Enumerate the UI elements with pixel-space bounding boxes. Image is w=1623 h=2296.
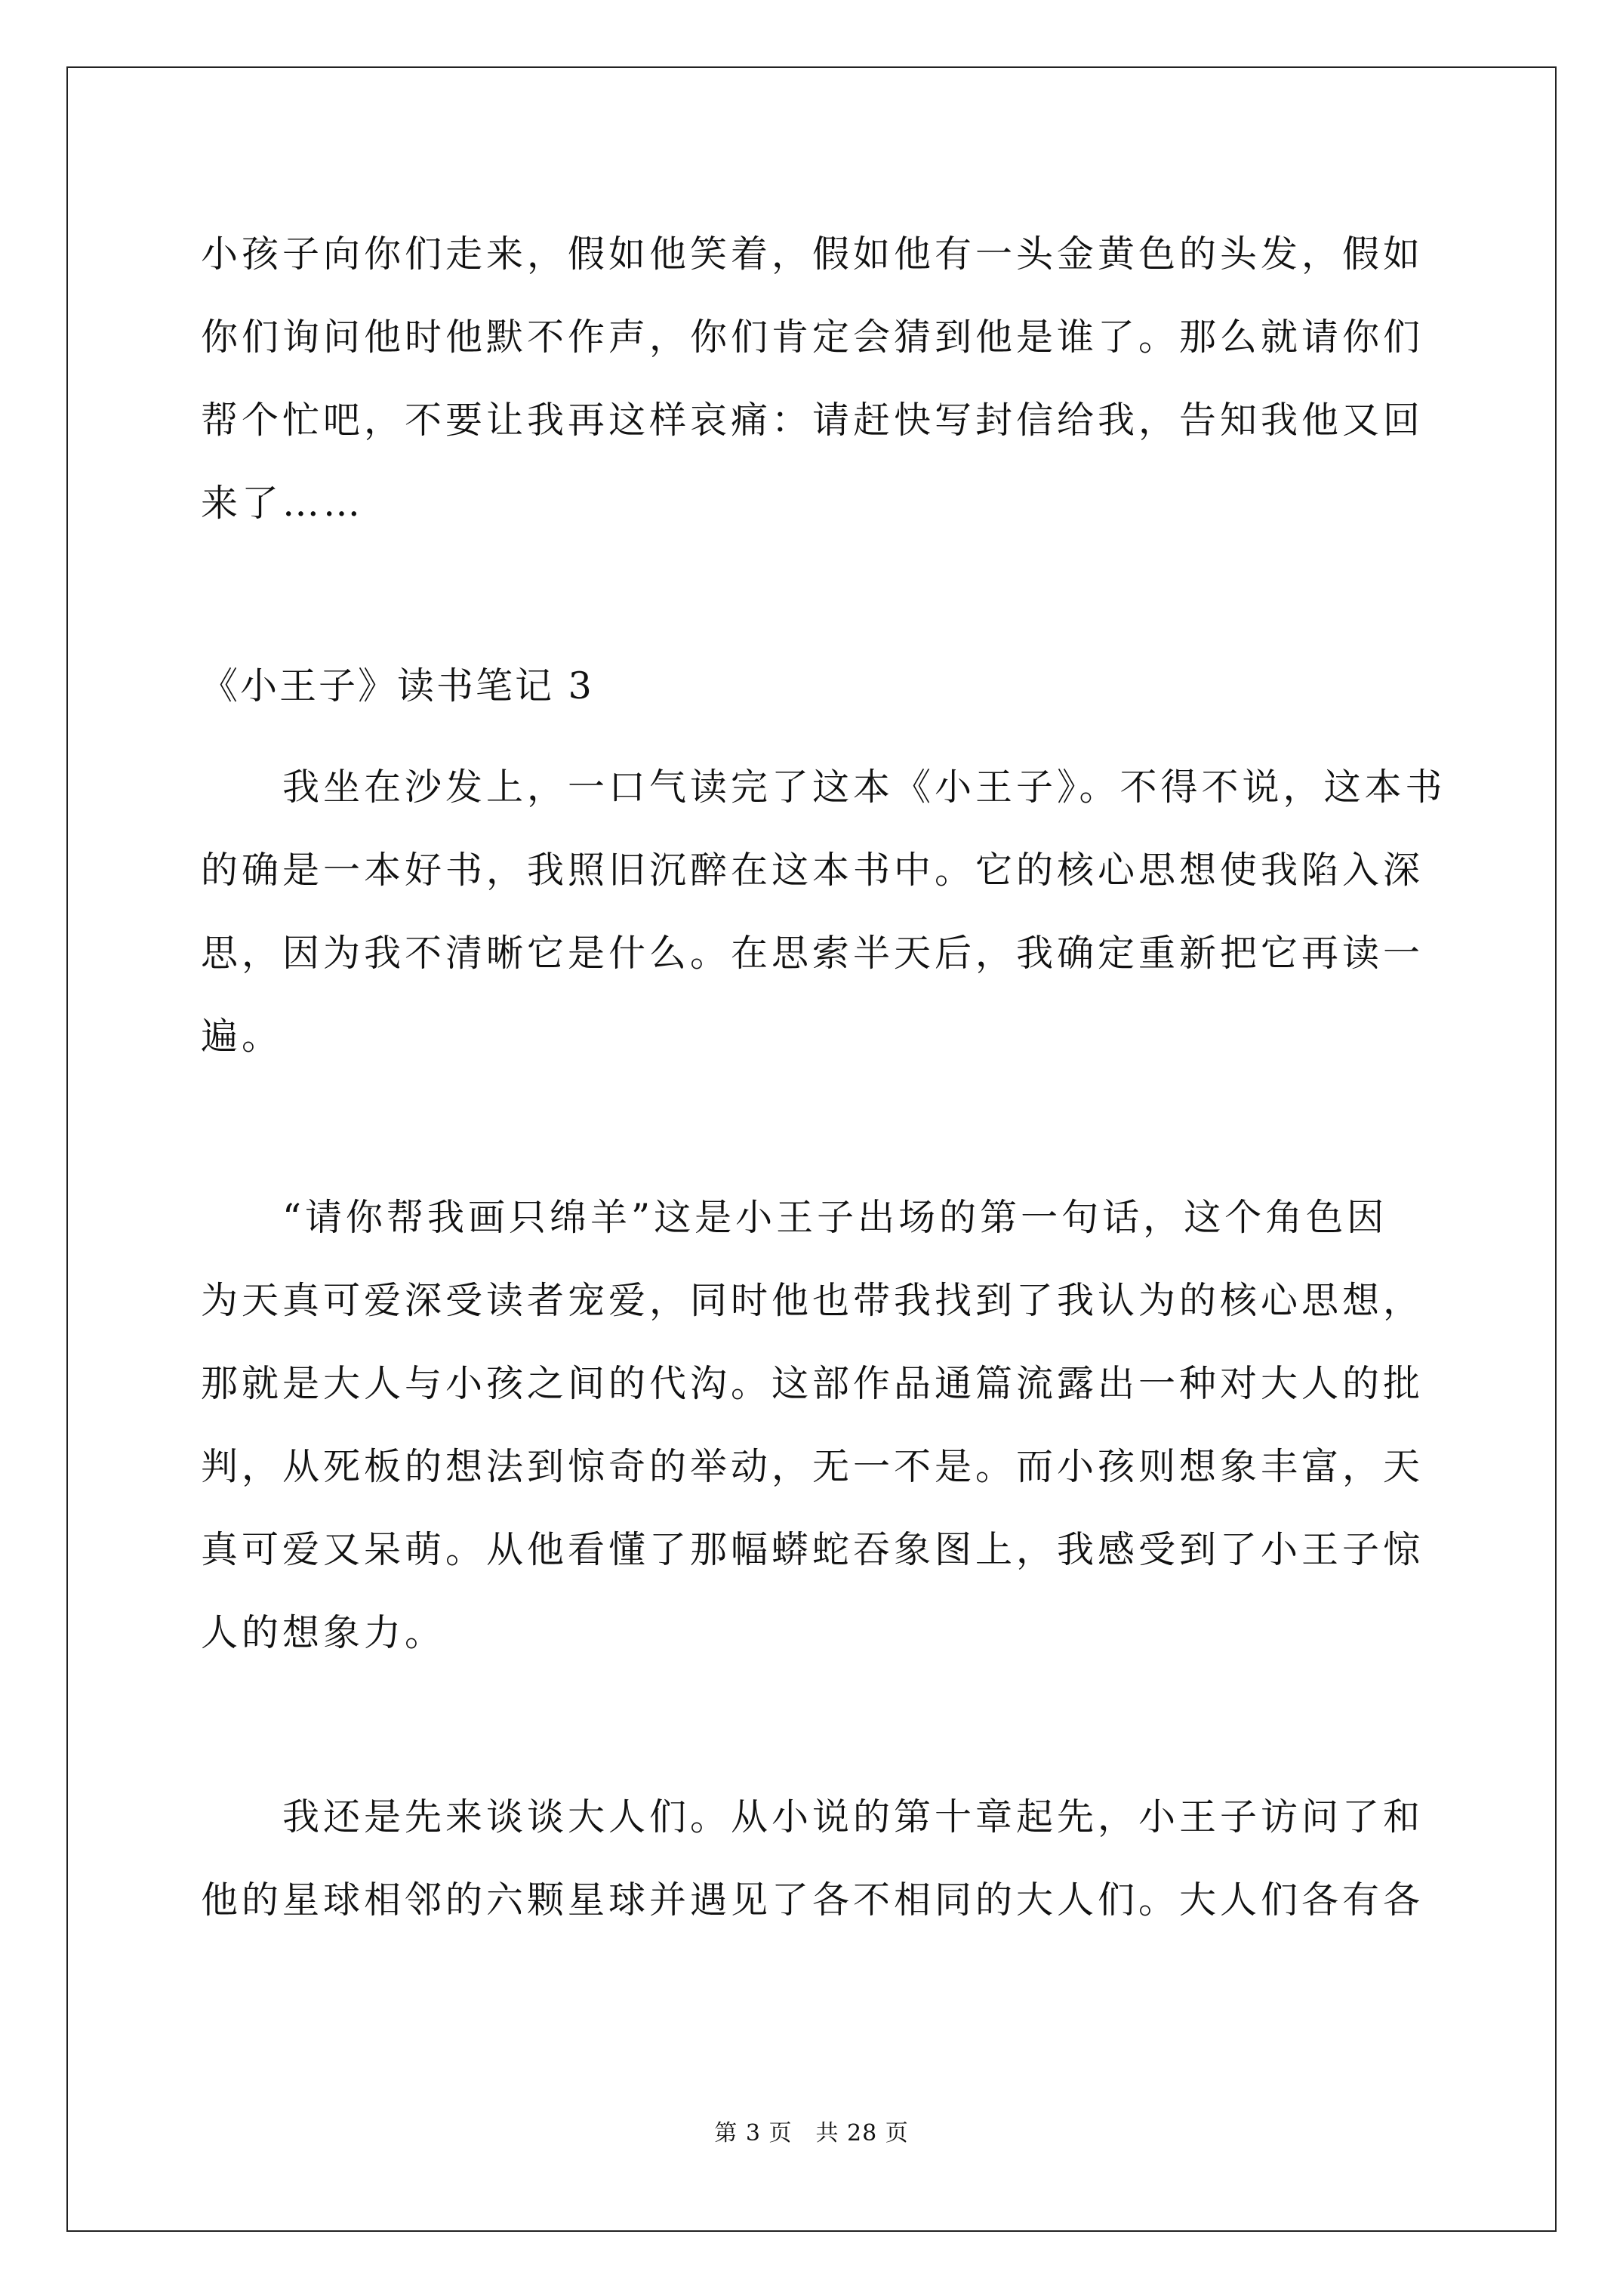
text-line: 帮个忙吧，不要让我再这样哀痛：请赶快写封信给我，告知我他又回 [201, 399, 1424, 442]
text-line: 真可爱又呆萌。从他看懂了那幅蟒蛇吞象图上，我感受到了小王子惊 [201, 1528, 1424, 1571]
text-line: 来了…… [201, 482, 365, 525]
text-line: 遍。 [201, 1015, 283, 1058]
text-line: 人的想象力。 [201, 1611, 446, 1654]
paragraph-2 [201, 1176, 1431, 1675]
text-line: 我坐在沙发上，一口气读完了这本《小王子》。不得不说，这本书 [201, 766, 1446, 809]
text-line: 的确是一本好书，我照旧沉醉在这本书中。它的核心思想使我陷入深 [201, 849, 1424, 892]
text-line: 他的星球相邻的六颗星球并遇见了各不相同的大人们。大人们各有各 [201, 1878, 1424, 1922]
text-line: “请你帮我画只绵羊”这是小王子出场的第一句话，这个角色因 [201, 1196, 1388, 1239]
text-line: 思，因为我不清晰它是什么。在思索半天后，我确定重新把它再读一 [201, 932, 1424, 975]
paragraph-3 [201, 1776, 1431, 1942]
paragraph-continuation [201, 213, 1431, 545]
text-line: 判，从死板的想法到惊奇的举动，无一不是。而小孩则想象丰富，天 [201, 1445, 1424, 1488]
text-line: 那就是大人与小孩之间的代沟。这部作品通篇流露出一种对大人的批 [201, 1362, 1424, 1405]
text-line: 我还是先来谈谈大人们。从小说的第十章起先，小王子访问了和 [201, 1795, 1424, 1838]
page-number: 第 3 页 共 28 页 [714, 2120, 909, 2147]
page-footer [0, 2114, 1623, 2147]
text-line: 为天真可爱深受读者宠爱，同时他也带我找到了我认为的核心思想， [201, 1279, 1424, 1322]
paragraph-1 [201, 746, 1446, 1078]
text-line: 小孩子向你们走来，假如他笑着，假如他有一头金黄色的头发，假如 [201, 233, 1424, 276]
section-title: 《小王子》读书笔记 3 [201, 664, 594, 707]
text-line: 你们询问他时他默不作声，你们肯定会猜到他是谁了。那么就请你们 [201, 316, 1424, 359]
